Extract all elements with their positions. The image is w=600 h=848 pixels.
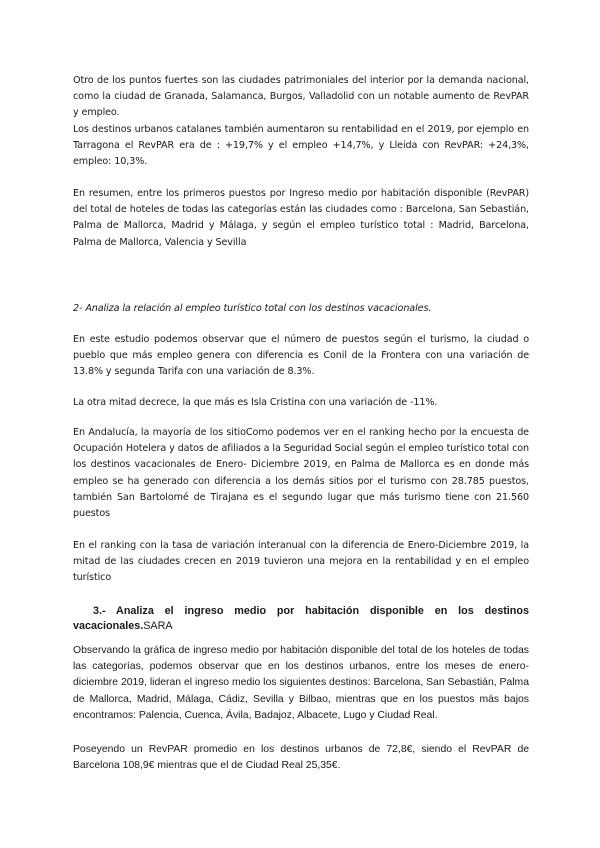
paragraph-revpar-graph: Observando la gráfica de ingreso medio por habitación disponible del total de los hoteles de todas las categorías, podemos observar que en los destinos urbanos, entre los meses de enero-diciembre 2019, lideran el ingreso medio los siguientes destinos: Barcelona, San Sebastián, Palma de Mallorca, Madrid, Málaga, Cádiz, Sevilla y Bilbao, mientras que en los puestos más bajos encontramos: Palencia, Cuenca, Ávila, Badajoz, Albacete, Lugo y Ciudad Real. [73,645,529,721]
paragraph-revpar-average: Poseyendo un RevPAR promedio en los destinos urbanos de 72,8€, siendo el RevPAR de Barcelona 108,9€ mientras que el de Ciudad Real 25,35€. [73,744,529,772]
paragraph-summary: En resumen, entre los primeros puestos por Ingreso medio por habitación disponible (RevPAR) del total de hoteles de todas las categorías están las ciudades como : Barcelona, San Sebastián, Palma de Mallorca, Madrid y Málaga, y según el empleo turístico total : Madrid, Barcelona, Palma de Mallorca, Valencia y Sevilla [73,188,529,248]
section-3-number: 3.- [93,605,106,617]
paragraph-decrease: La otra mitad decrece, la que más es Isla Cristina con una variación de -11%. [73,397,438,408]
paragraph-interannual-ranking: En el ranking con la tasa de variación interanual con la diferencia de Enero-Diciembre 2019, la mitad de las ciudades crecen en 2019 tuvieron una mejora en la rentabilidad y en el empleo turístico [73,540,529,584]
paragraph-catalan-destinations: Los destinos urbanos catalanes también aumentaron su rentabilidad en el 2019, por ejemplo en Tarragona el RevPAR era de : +19,7% y el empleo +14,7%, y Lleida con RevPAR: +24,3%, empleo: 10,3%. [73,124,529,168]
section-2-title: 2- Analiza la relación al empleo turístico total con los destinos vacacionales. [73,303,432,314]
section-3-title: Analiza el ingreso medio por habitación disponible en los destinos vacacionales. [73,605,529,632]
paragraph-heritage-cities: Otro de los puntos fuertes son las ciudades patrimoniales del interior por la demanda nacional, como la ciudad de Granada, Salamanca, Burgos, Valladolid con un notable aumento de RevPAR y empleo. [73,75,529,119]
paragraph-andalucia-ranking: En Andalucía, la mayoría de los sitioComo podemos ver en el ranking hecho por la encuesta de Ocupación Hotelera y datos de afiliados a la Seguridad Social según el empleo turístico total con los destinos vacacionales de Enero- Diciembre 2019, en Palma de Mallorca es en donde más empleo se ha generado con diferencia a los demás sitios por el turismo con 28.785 puestos, también San Bartolomé de Tirajana es el segundo lugar que más turismo tiene con 21.560 puestos [73,427,529,520]
section-3-heading [73,604,529,634]
paragraph-employment-study: En este estudio podemos observar que el número de puestos según el turismo, la ciudad o pueblo que más empleo genera con diferencia es Conil de la Frontera con una variación de 13.8% y segunda Tarifa con una variación de 8.3%. [73,334,529,378]
section-3-author: SARA [143,620,173,632]
